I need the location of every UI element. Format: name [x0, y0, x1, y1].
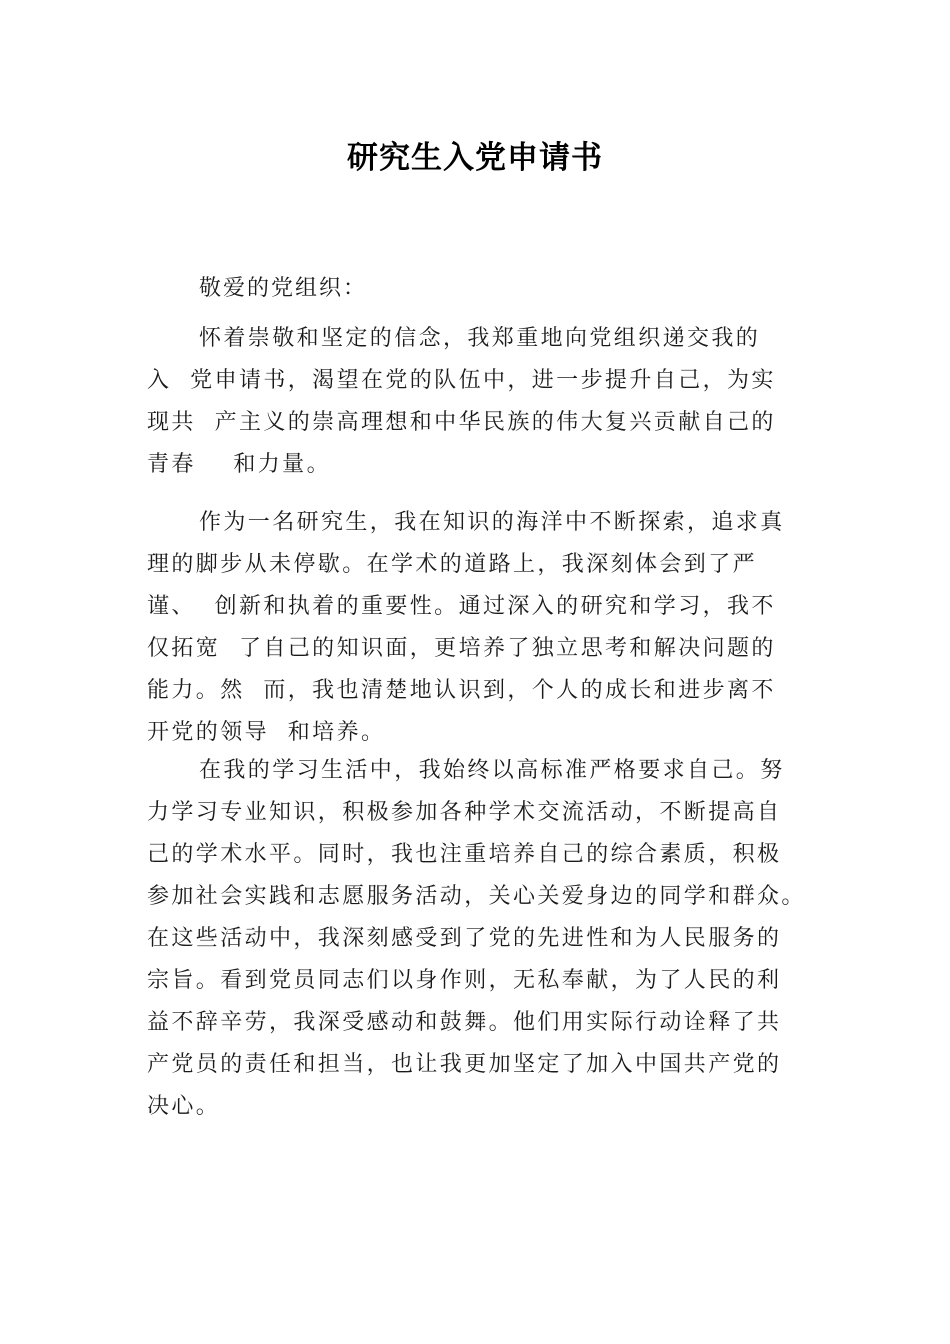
paragraph-line: 仅拓宽 了自己的知识面，更培养了独立思考和解决问题的	[147, 636, 776, 661]
paragraph-line: 宗旨。看到党员同志们以身作则，无私奉献，为了人民的利	[147, 968, 782, 993]
paragraph-line: 己的学术水平。同时，我也注重培养自己的综合素质，积极	[147, 842, 782, 867]
paragraph-line: 力学习专业知识，积极参加各种学术交流活动，不断提高自	[147, 800, 782, 825]
paragraph-line: 作为一名研究生，我在知识的海洋中不断探索，追求真	[199, 510, 785, 535]
paragraph-line: 青春 和力量。	[147, 452, 331, 477]
document-title: 研究生入党申请书	[347, 140, 603, 176]
paragraph-line: 参加社会实践和志愿服务活动，关心关爱身边的同学和群众。	[147, 884, 806, 909]
paragraph-line: 产党员的责任和担当，也让我更加坚定了加入中国共产党的	[147, 1052, 782, 1077]
paragraph-line: 理的脚步从未停歇。在学术的道路上，我深刻体会到了严	[147, 552, 758, 577]
paragraph-line: 现共 产主义的崇高理想和中华民族的伟大复兴贡献自己的	[147, 410, 776, 435]
paragraph-line: 决心。	[147, 1094, 221, 1119]
paragraph-line: 怀着崇敬和坚定的信念，我郑重地向党组织递交我的	[199, 326, 761, 351]
paragraph-line: 益不辞辛劳，我深受感动和鼓舞。他们用实际行动诠释了共	[147, 1010, 782, 1035]
paragraph-line: 谨、 创新和执着的重要性。通过深入的研究和学习，我不	[147, 594, 776, 619]
paragraph-line: 能力。然 而，我也清楚地认识到，个人的成长和进步离不	[147, 678, 776, 703]
paragraph-line: 在我的学习生活中，我始终以高标准严格要求自己。努	[199, 758, 785, 783]
paragraph-line: 在这些活动中，我深刻感受到了党的先进性和为人民服务的	[147, 926, 782, 951]
paragraph-line: 开党的领导 和培养。	[147, 720, 386, 745]
paragraph-3	[147, 750, 827, 1128]
paragraph-2	[147, 502, 827, 754]
paragraph-1	[147, 318, 827, 486]
salutation: 敬爱的党组织：	[199, 276, 368, 301]
paragraph-line: 入 党申请书，渴望在党的队伍中，进一步提升自己，为实	[147, 368, 776, 393]
